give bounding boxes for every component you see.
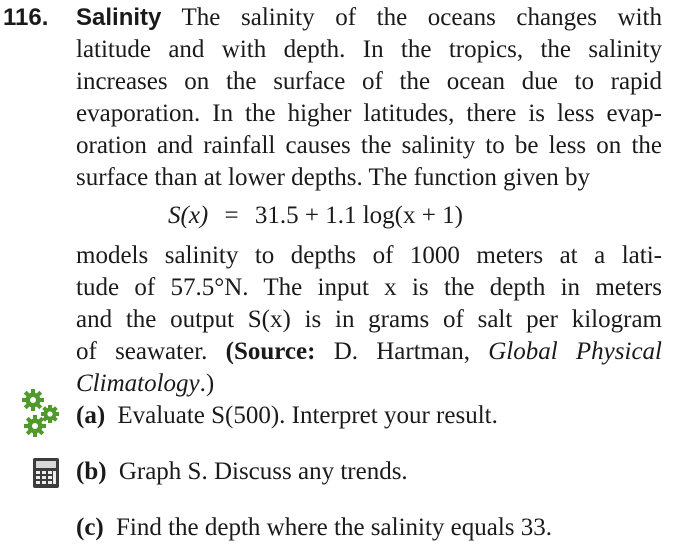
source-suffix: .): [199, 370, 215, 397]
part-c-text: Find the depth where the salinity equals 33.: [116, 514, 553, 541]
problem-line-3: increases on the surface of the ocean due to rapid: [76, 68, 662, 95]
formula-rhs: 31.5 + 1.1 log(x + 1): [254, 202, 463, 229]
source-title-b: Climatology: [76, 370, 200, 397]
source-line: [76, 336, 662, 368]
gears-icon: [2, 386, 72, 453]
part-b: [76, 456, 408, 488]
part-c-label: (c): [76, 514, 104, 541]
problem-line-6: surface than at lower depths. The function given by: [76, 164, 590, 191]
part-a-text: Evaluate S(500). Interpret your result.: [117, 402, 498, 429]
calculator-icon: [32, 457, 60, 494]
formula-equals: =: [224, 202, 239, 229]
problem-line-1: The salinity of the oceans changes with: [181, 4, 662, 31]
after-line-1: models salinity to depths of 1000 meters at a lati-: [76, 242, 662, 269]
problem-line-5: oration and rainfall causes the salinity to be less on the: [76, 132, 662, 159]
problem-title: Salinity: [76, 4, 162, 31]
header-text: [76, 2, 662, 34]
source-label: (Source:: [225, 338, 316, 365]
problem-number: 116.: [3, 4, 49, 31]
source-title-a: Global Physical: [488, 338, 662, 365]
after-line-3: and the output S(x) is in grams of salt per kilogram: [76, 306, 662, 333]
part-c: [76, 512, 552, 544]
problem-line-2: latitude and with depth. In the tropics, the salinity: [76, 36, 662, 63]
source-prefix: of seawater.: [76, 338, 208, 365]
part-a: [76, 400, 498, 432]
part-b-text: Graph S. Discuss any trends.: [118, 458, 408, 485]
salinity-formula: [168, 200, 463, 232]
formula-lhs: S(x): [168, 202, 209, 229]
part-a-label: (a): [76, 402, 106, 429]
problem-line-4: evaporation. In the higher latitudes, there is less evap-: [76, 100, 662, 127]
source-author: D. Hartman,: [333, 338, 470, 365]
source-line-2: [76, 368, 214, 400]
after-line-2: tude of 57.5°N. The input x is the depth in meters: [76, 274, 662, 301]
part-b-label: (b): [76, 458, 107, 485]
